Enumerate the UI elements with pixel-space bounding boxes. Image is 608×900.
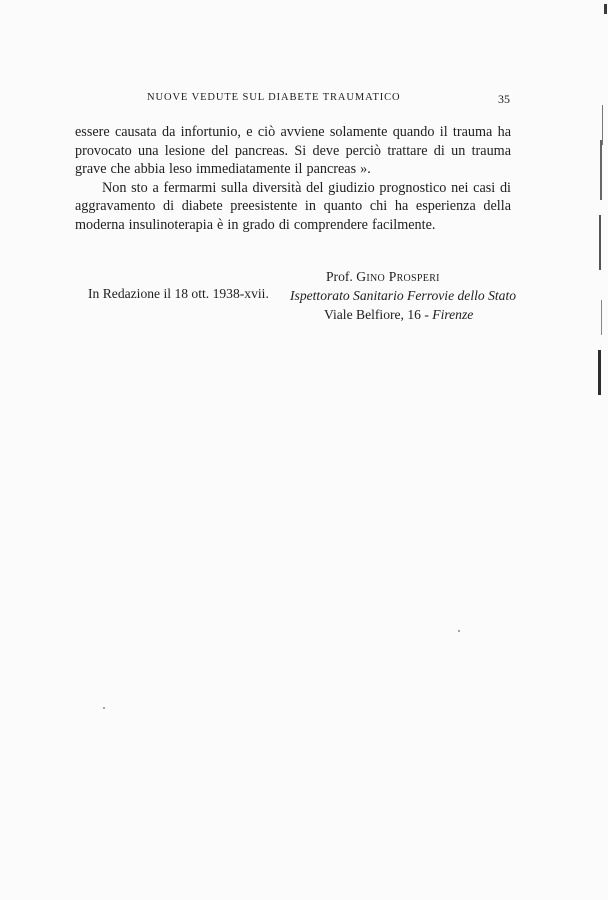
body-text [75, 123, 511, 235]
paragraph-continued: essere causata da infortunio, e ciò avviene solamente quando il trauma ha provocato una lesione del pancreas. Si deve perciò trattare di un trauma grave che abbia leso immediatamente il pancreas ». [75, 124, 511, 178]
running-head [75, 92, 510, 108]
author-address: Viale Belfiore, 16 - [324, 307, 429, 322]
running-title: NUOVE VEDUTE SUL DIABETE TRAUMATICO [147, 92, 401, 103]
author-office: Ispettorato Sanitario Ferrovie dello Stato [290, 288, 517, 303]
author-title: Prof. [326, 269, 353, 284]
author-name: Gino Prosperi [356, 269, 440, 284]
author-line [290, 267, 515, 286]
paragraph-prognosis: Non sto a fermarmi sulla diversità del giudizio prognostico nei casi di aggravamento di diabete preesistente in quanto chi ha esperienza della moderna insulinoterapia è in grado di comprendere facilmente. [75, 179, 511, 233]
received-date: In Redazione il 18 ott. 1938-xvii. [88, 286, 269, 301]
signature-block [290, 267, 515, 324]
scan-edge-artifacts [594, 0, 608, 900]
scan-speck [103, 707, 105, 709]
author-address-line [290, 305, 515, 324]
page-number: 35 [498, 92, 510, 106]
scan-speck [458, 630, 460, 632]
author-city: Firenze [432, 307, 474, 322]
